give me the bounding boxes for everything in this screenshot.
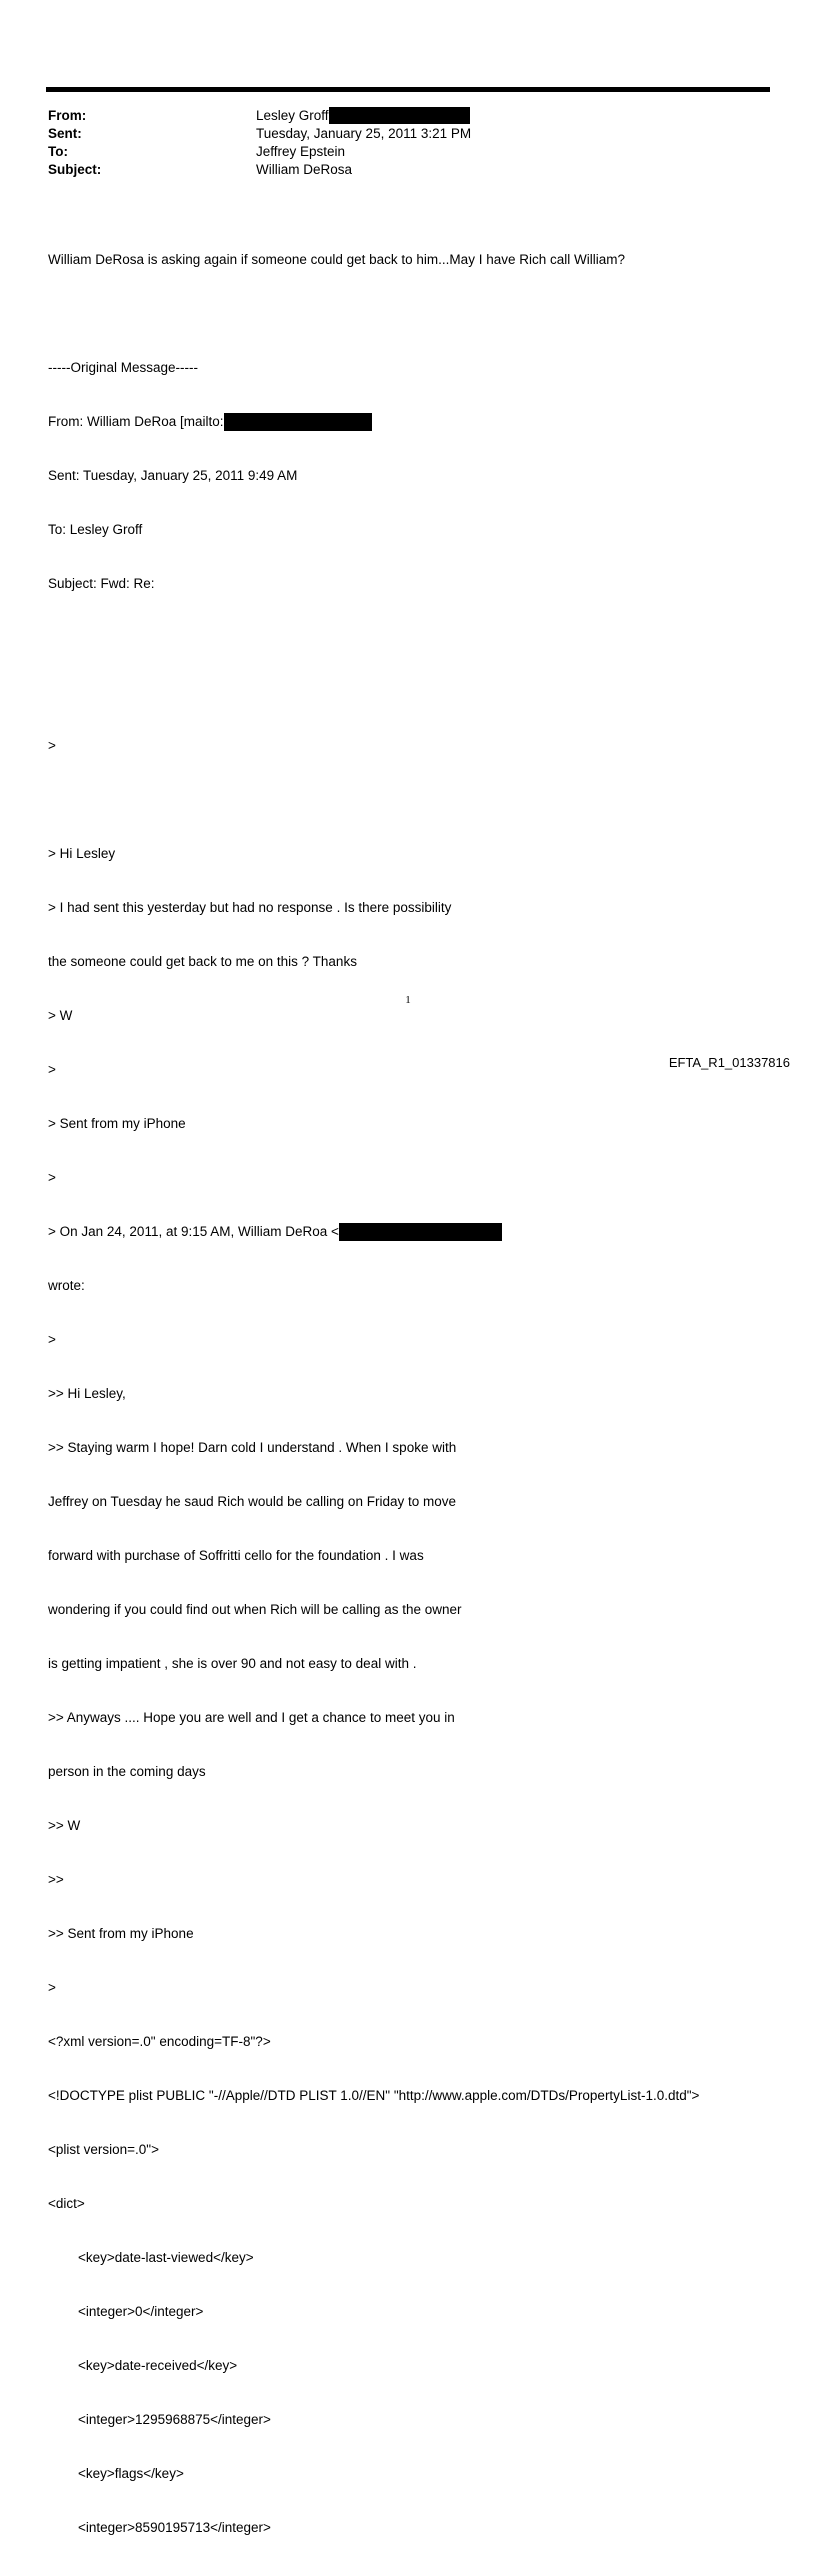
body-line: >> Hi Lesley, — [48, 1386, 126, 1401]
body-line: >> Staying warm I hope! Darn cold I understand . When I spoke with — [48, 1440, 457, 1455]
body-line: <integer>0</integer> — [48, 2304, 204, 2319]
body-line: the someone could get back to me on this ? Thanks — [48, 954, 357, 969]
body-line: <integer>8590195713</integer> — [48, 2520, 271, 2535]
redaction-box — [329, 107, 470, 124]
body-line: > — [48, 738, 56, 753]
to-value: Jeffrey Epstein — [256, 144, 346, 159]
body-line: To: Lesley Groff — [48, 522, 143, 537]
body-line: <plist version=.0"> — [48, 2142, 159, 2157]
body-line: wondering if you could find out when Rich will be calling as the owner — [48, 1602, 462, 1617]
body-line: > Sent from my iPhone — [48, 1116, 186, 1131]
body-line: is getting impatient , she is over 90 and not easy to deal with . — [48, 1656, 417, 1671]
document-id: EFTA_R1_01337816 — [668, 1055, 790, 1070]
body-line-mailto — [48, 413, 778, 431]
sent-label: Sent: — [48, 126, 82, 141]
body-line: > Hi Lesley — [48, 846, 116, 861]
body-line: person in the coming days — [48, 1764, 206, 1779]
subject-label: Subject: — [48, 162, 102, 177]
subject-value: William DeRosa — [256, 162, 353, 177]
from-value — [256, 107, 470, 125]
body-line: -----Original Message----- — [48, 360, 199, 375]
to-label: To: — [48, 144, 68, 159]
body-line: Subject: Fwd: Re: — [48, 576, 155, 591]
body-line: <?xml version=.0" encoding=TF-8"?> — [48, 2034, 271, 2049]
body-line: >> Anyways .... Hope you are well and I get a chance to meet you in — [48, 1710, 455, 1725]
body-line: <integer>1295968875</integer> — [48, 2412, 271, 2427]
body-line — [48, 791, 778, 809]
quoted-from-text: > On Jan 24, 2011, at 9:15 AM, William DeRoa < — [48, 1224, 339, 1239]
from-name: Lesley Groff — [256, 108, 329, 123]
body-line: > — [48, 1332, 56, 1347]
body-line: <key>flags</key> — [48, 2466, 184, 2481]
body-line: forward with purchase of Soffritti cello for the foundation . I was — [48, 1548, 424, 1563]
body-line: William DeRosa is asking again if someone could get back to him...May I have Rich call William? — [48, 252, 625, 267]
body-line: > I had sent this yesterday but had no response . Is there possibility — [48, 900, 452, 915]
body-line-quoted-from — [48, 1223, 778, 1241]
body-line: <key>date-received</key> — [48, 2358, 238, 2373]
redaction-box — [224, 413, 372, 431]
body-line: <!DOCTYPE plist PUBLIC "-//Apple//DTD PLIST 1.0//EN" "http://www.apple.com/DTDs/PropertyList-1.0.dtd"> — [48, 2088, 700, 2103]
body-line: <key>date-last-viewed</key> — [48, 2250, 254, 2265]
body-line: >> Sent from my iPhone — [48, 1926, 194, 1941]
body-line — [48, 305, 778, 323]
body-line: > — [48, 1980, 56, 1995]
email-body — [48, 215, 778, 2555]
body-line: Jeffrey on Tuesday he saud Rich would be calling on Friday to move — [48, 1494, 456, 1509]
body-line: wrote: — [48, 1278, 85, 1293]
body-line — [48, 629, 778, 647]
body-line: <dict> — [48, 2196, 85, 2211]
body-line: Sent: Tuesday, January 25, 2011 9:49 AM — [48, 468, 298, 483]
body-line: >> — [48, 1872, 64, 1887]
mailto-text: From: William DeRoa [mailto: — [48, 414, 224, 429]
from-label: From: — [48, 108, 87, 123]
body-line — [48, 683, 778, 701]
body-line: > — [48, 1170, 56, 1185]
sent-value: Tuesday, January 25, 2011 3:21 PM — [256, 126, 472, 141]
body-line: > — [48, 1062, 56, 1077]
body-line: > W — [48, 1008, 73, 1023]
body-line: >> W — [48, 1818, 81, 1833]
redaction-box — [339, 1223, 502, 1241]
header-rule — [46, 87, 770, 92]
page-number: 1 — [405, 994, 411, 1006]
